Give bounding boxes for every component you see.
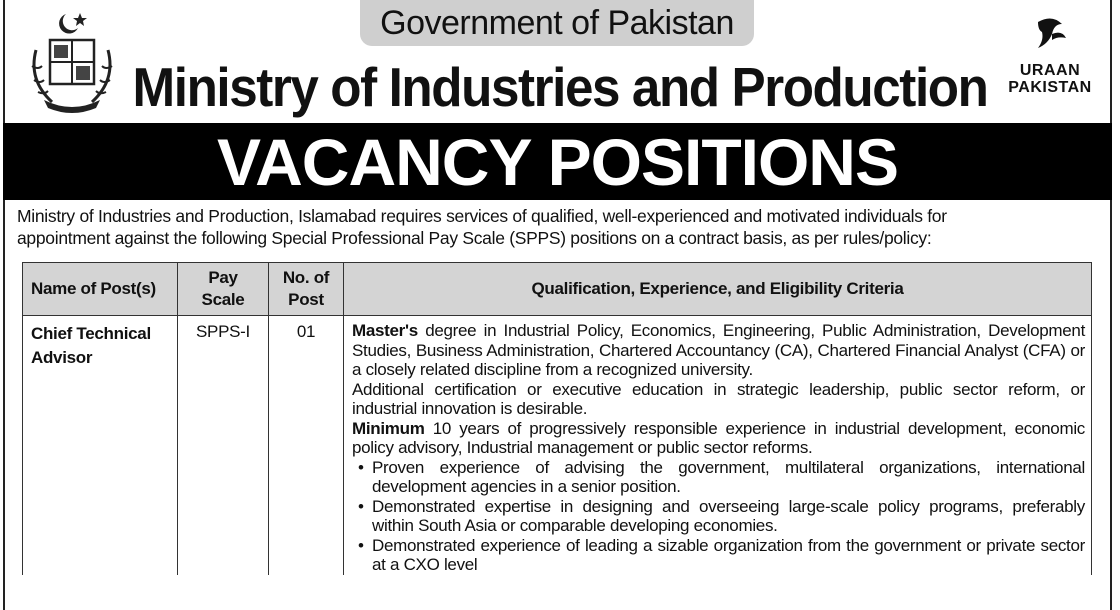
masters-text: degree in Industrial Policy, Economics, Engineering, Public Administration, Development Studies, Business Administration, Chartered Accountancy (CA), Chartered Financial Analyst (CFA) or a closely related discipline from a recognized university. <box>352 321 1085 379</box>
post-name-line: Advisor <box>31 348 93 367</box>
bird-icon <box>1000 12 1100 60</box>
qualification-text <box>352 321 1085 380</box>
minimum-label: Minimum <box>352 418 425 438</box>
additional-text: Additional certification or executive education in strategic leadership, public sector reform, or industrial innovation is desirable. <box>352 379 1085 418</box>
experience-bullets <box>352 458 1085 575</box>
header-text: Pay <box>208 268 238 287</box>
header-text: Scale <box>201 290 245 309</box>
government-title: Government of Pakistan <box>360 0 754 46</box>
list-item: • Proven experience of advising the government, multilateral organizations, international development agencies in a senior position. <box>372 458 1085 497</box>
header <box>0 0 1120 124</box>
column-header-criteria: Qualification, Experience, and Eligibility Criteria <box>344 263 1092 316</box>
table-header-row <box>23 263 1092 316</box>
post-name-line: Chief Technical <box>31 324 151 343</box>
table-row <box>23 316 1092 575</box>
list-item: • Demonstrated experience of leading a sizable organization from the government or private sector at a CXO level <box>372 536 1085 575</box>
post-count: 01 <box>269 316 344 575</box>
column-header-posts <box>269 263 344 316</box>
intro-line: Ministry of Industries and Production, Islamabad requires services of qualified, well-experienced and motivated individuals for <box>17 206 947 226</box>
list-item: • Demonstrated expertise in designing and overseeing large-scale policy programs, preferably within South Asia or comparable developing economies. <box>372 497 1085 536</box>
pay-scale: SPPS-I <box>178 316 269 575</box>
header-text: No. of <box>282 268 330 287</box>
column-header-pay-scale <box>178 263 269 316</box>
vacancy-banner: VACANCY POSITIONS <box>3 123 1112 200</box>
uraan-label: URAAN <box>1019 62 1081 79</box>
intro-line: appointment against the following Special Professional Pay Scale (SPPS) positions on a contract basis, as per rules/policy: <box>17 228 932 248</box>
ministry-title: Ministry of Industries and Production <box>132 56 988 118</box>
intro-paragraph <box>17 205 1107 249</box>
pakistan-label: PAKISTAN <box>1008 79 1092 96</box>
vacancy-table <box>22 262 1092 575</box>
experience-text <box>352 419 1085 458</box>
post-name <box>23 316 178 575</box>
criteria-cell <box>344 316 1092 575</box>
masters-label: Master's <box>352 321 418 340</box>
header-text: Post <box>288 290 324 309</box>
uraan-pakistan-logo <box>1000 12 1100 122</box>
minimum-text: 10 years of progressively responsible experience in industrial development, economic policy advisory, Industrial management or public sector reforms. <box>352 418 1085 457</box>
column-header-name: Name of Post(s) <box>23 263 178 316</box>
